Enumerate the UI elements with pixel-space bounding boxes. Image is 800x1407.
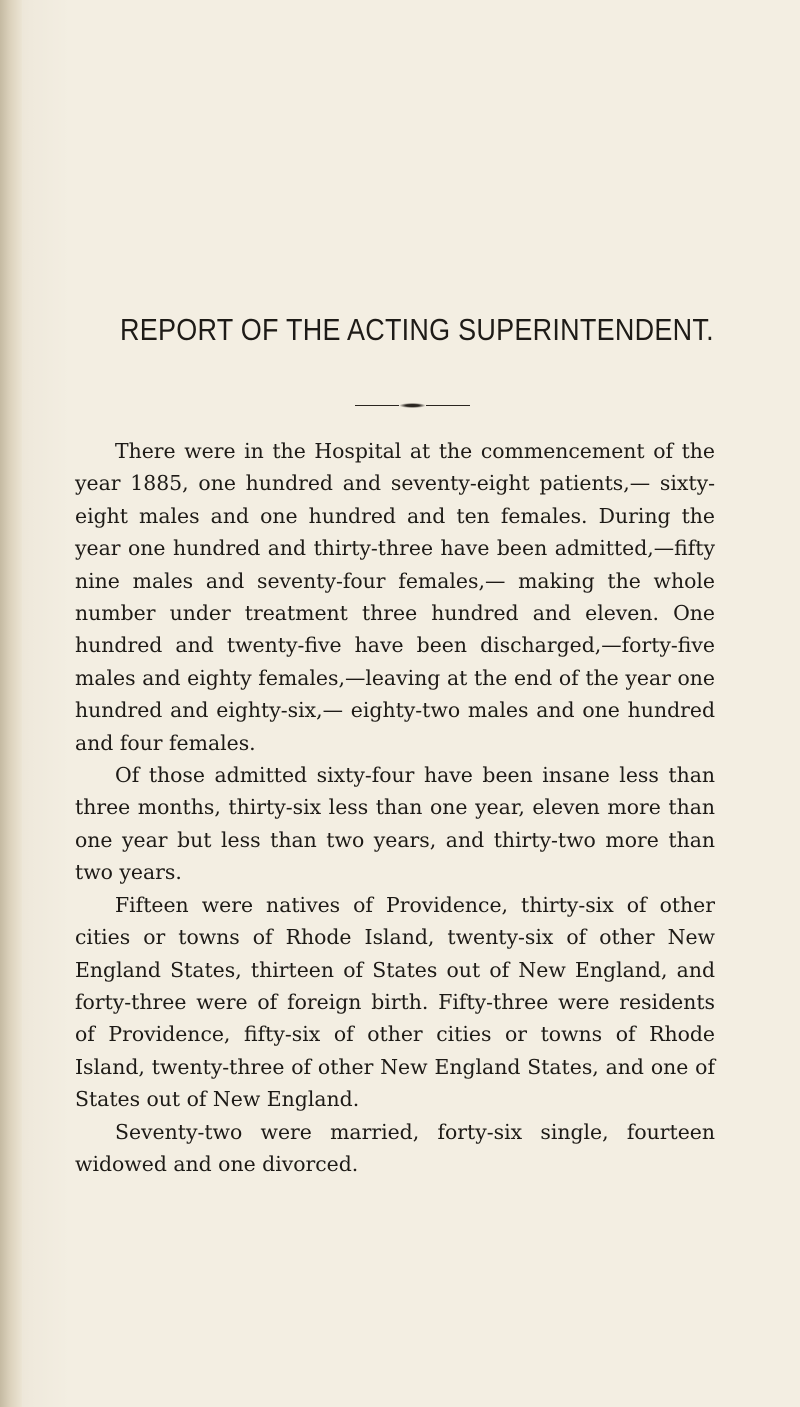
- report-body: [75, 435, 715, 1180]
- divider-flourish: [399, 403, 426, 408]
- paragraph-nativity-residence: Fifteen were natives of Providence, thirty-six of other cities or towns of Rhode Island, twenty-six of other New England States, thirteen of States out of New England, and forty-three were of foreign birth. Fifty-three were residents of Providence, fifty-six of other cities or towns of Rhode Island, twenty-three of other New England States, and one of States out of New England.: [75, 892, 715, 1112]
- paragraph-duration-of-insanity: Of those admitted sixty-four have been insane less than three months, thirty-six less than one year, eleven more than one year but less than two years, and thirty-two more than two years.: [75, 763, 715, 885]
- title-divider-ornament: [355, 403, 470, 409]
- report-title: REPORT OF THE ACTING SUPERINTENDENT.: [120, 312, 714, 347]
- paragraph-patient-counts: There were in the Hospital at the commencement of the year 1885, one hundred and seventy-eight patients,— sixty-eight males and one hundred and ten females. During the year one hundred and thirty-three have been admitted,—fifty nine males and seventy-four females,— making the whole number under treatment three hundred and eleven. One hundred and twenty-five have been discharged,—forty-five males and eighty females,—leaving at the end of the year one hundred and eighty-six,— eighty-two males and one hundred and four females.: [75, 439, 715, 755]
- paragraph-marital-status: Seventy-two were married, forty-six single, fourteen widowed and one divorced.: [75, 1119, 715, 1176]
- page-binding-edge: [0, 0, 22, 1407]
- divider-rule-left: [355, 405, 399, 406]
- divider-rule-right: [426, 405, 470, 406]
